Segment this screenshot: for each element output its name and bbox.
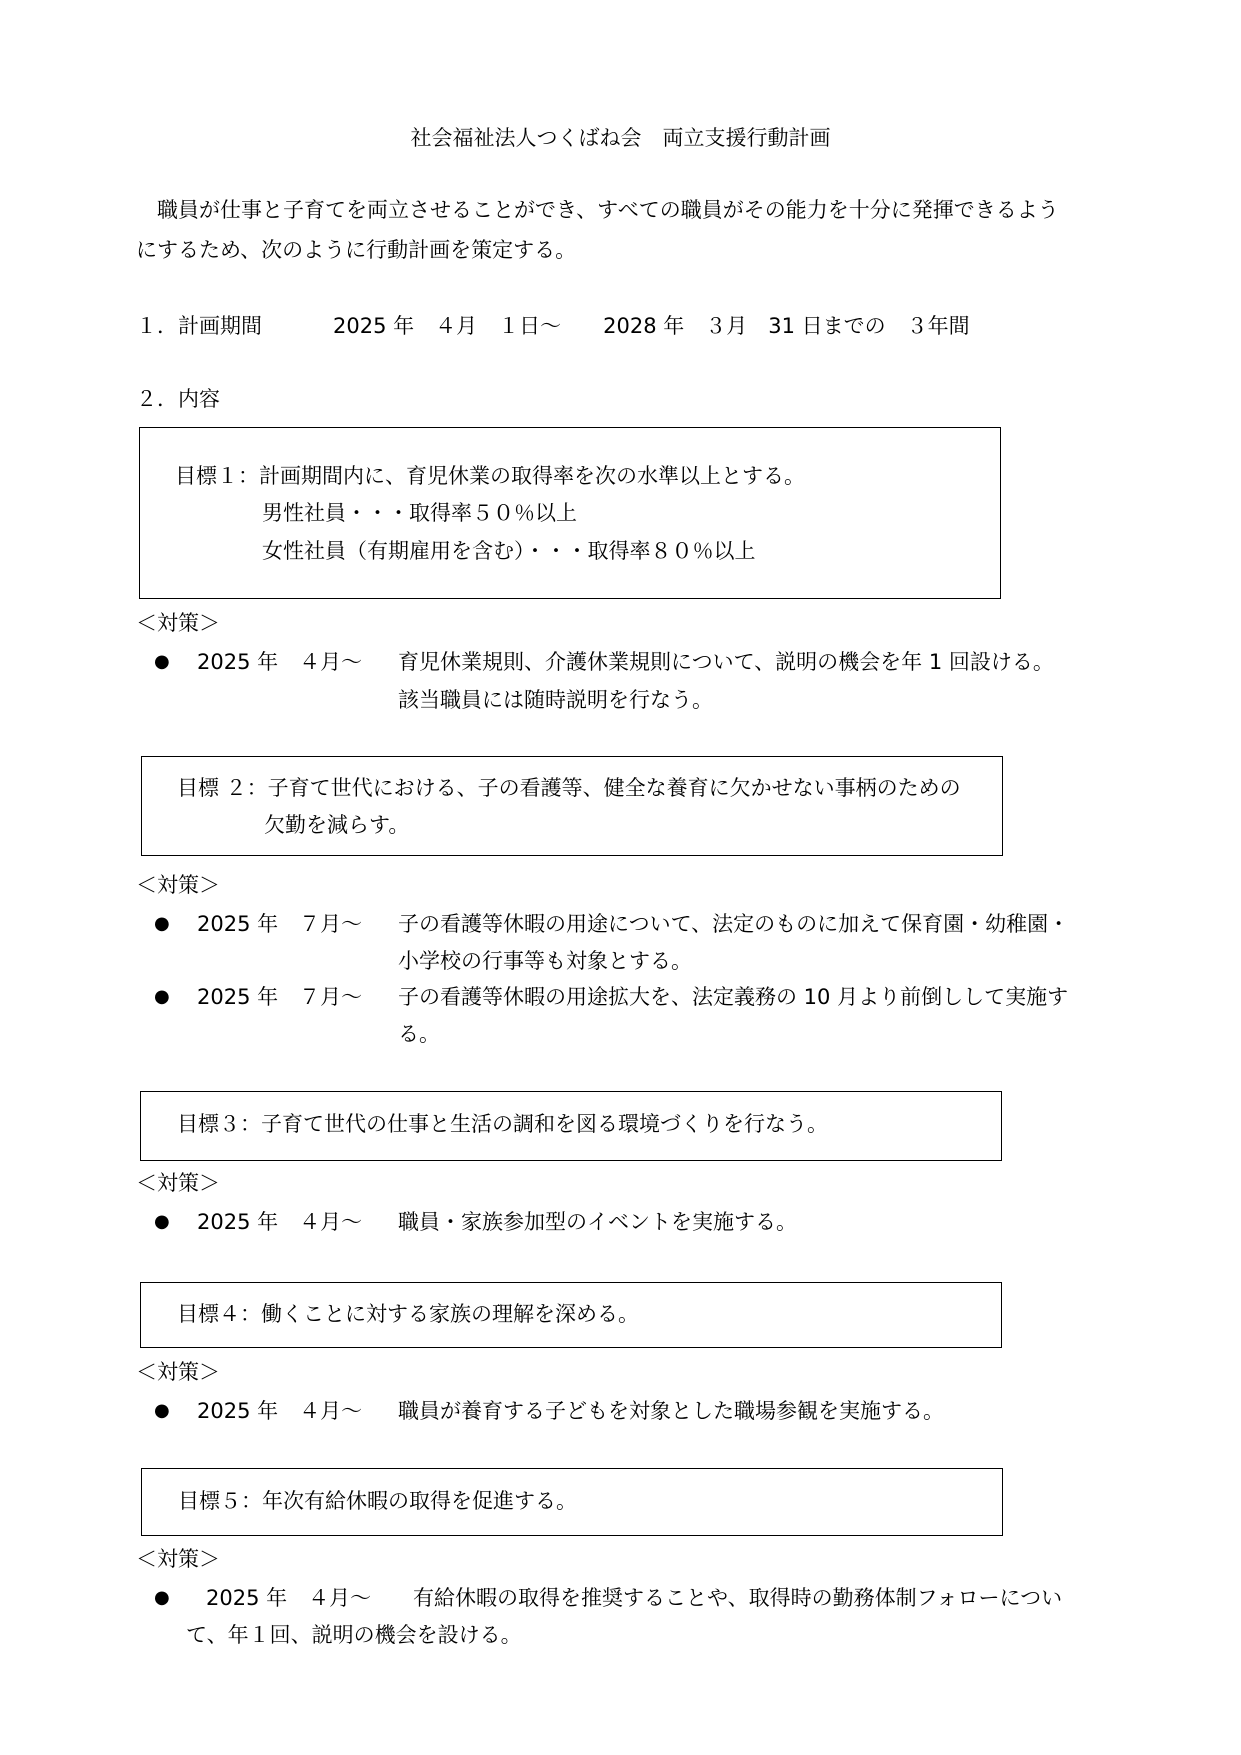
goal-2-measure-2-text: 子の看護等休暇の用途拡大を、法定義務の 10 月より前倒しして実施す (398, 985, 1069, 1009)
goal-5-measures-heading: ＜対策＞ (136, 1547, 220, 1571)
goal-2-title: 目標 ２：子育て世代における、子の看護等、健全な養育に欠かせない事柄のための (177, 776, 961, 800)
goal-2-measure-1-text: 子の看護等休暇の用途について、法定のものに加えて保育園・幼稚園・ (398, 912, 1070, 936)
goal-2-measure-2-date: 2025 年 ７月～ (197, 985, 363, 1009)
goal-5-measure-1-text-2: て、年１回、説明の機会を設ける。 (186, 1623, 522, 1647)
bullet-icon: ● (154, 1587, 170, 1608)
goal-1-detail-male: 男性社員・・・取得率５０％以上 (262, 501, 577, 525)
plan-period-label: １．計画期間 (136, 314, 262, 338)
bullet-icon: ● (154, 1400, 170, 1421)
goal-5-measure-1-date: 2025 年 ４月～ (206, 1586, 372, 1610)
goal-2-measure-1-date: 2025 年 ７月～ (197, 912, 363, 936)
bullet-icon: ● (154, 1211, 170, 1232)
goal-4-measures-heading: ＜対策＞ (136, 1360, 220, 1384)
goal-2-measures-heading: ＜対策＞ (136, 873, 220, 897)
goal-1-title: 目標１：計画期間内に、育児休業の取得率を次の水準以上とする。 (175, 464, 805, 488)
goal-5-measure-1-text: 有給休暇の取得を推奨することや、取得時の勤務体制フォローについ (413, 1586, 1063, 1610)
goal-3-measures-heading: ＜対策＞ (136, 1171, 220, 1195)
goal-1-detail-female: 女性社員（有期雇用を含む）・・・取得率８０％以上 (262, 539, 756, 563)
goal-2-box (141, 756, 1003, 856)
bullet-icon: ● (154, 651, 170, 672)
goal-5-title: 目標５：年次有給休暇の取得を促進する。 (178, 1489, 577, 1513)
goal-1-measure-1-text: 育児休業規則、介護休業規則について、説明の機会を年 1 回設ける。 (398, 650, 1054, 674)
goal-1-measure-1-date: 2025 年 ４月～ (197, 650, 363, 674)
section-content-heading: ２．内容 (136, 387, 220, 411)
goal-4-measure-1-date: 2025 年 ４月～ (197, 1399, 363, 1423)
goal-2-measure-1-text-2: 小学校の行事等も対象とする。 (398, 949, 692, 973)
bullet-icon: ● (154, 913, 170, 934)
goal-2-title-2: 欠勤を減らす。 (264, 813, 410, 837)
goal-4-title: 目標４：働くことに対する家族の理解を深める。 (177, 1302, 639, 1326)
goal-1-measures-heading: ＜対策＞ (136, 611, 220, 635)
goal-4-measure-1-text: 職員が養育する子どもを対象とした職場参観を実施する。 (398, 1399, 944, 1423)
intro-paragraph-line2: にするため、次のように行動計画を策定する。 (136, 238, 577, 262)
plan-period-text: 2025 年 ４月 １日～ 2028 年 ３月 31 日までの ３年間 (333, 314, 970, 338)
goal-3-title: 目標３：子育て世代の仕事と生活の調和を図る環境づくりを行なう。 (177, 1112, 828, 1136)
goal-3-measure-1-date: 2025 年 ４月～ (197, 1210, 363, 1234)
bullet-icon: ● (154, 986, 170, 1007)
goal-3-measure-1-text: 職員・家族参加型のイベントを実施する。 (398, 1210, 797, 1234)
goal-1-measure-1-text-2: 該当職員には随時説明を行なう。 (398, 688, 713, 712)
goal-2-measure-2-text-2: る。 (398, 1022, 440, 1046)
document-title: 社会福祉法人つくばね会 両立支援行動計画 (410, 126, 831, 150)
intro-paragraph-line1: 職員が仕事と子育てを両立させることができ、すべての職員がその能力を十分に発揮できるよう (157, 198, 1059, 222)
